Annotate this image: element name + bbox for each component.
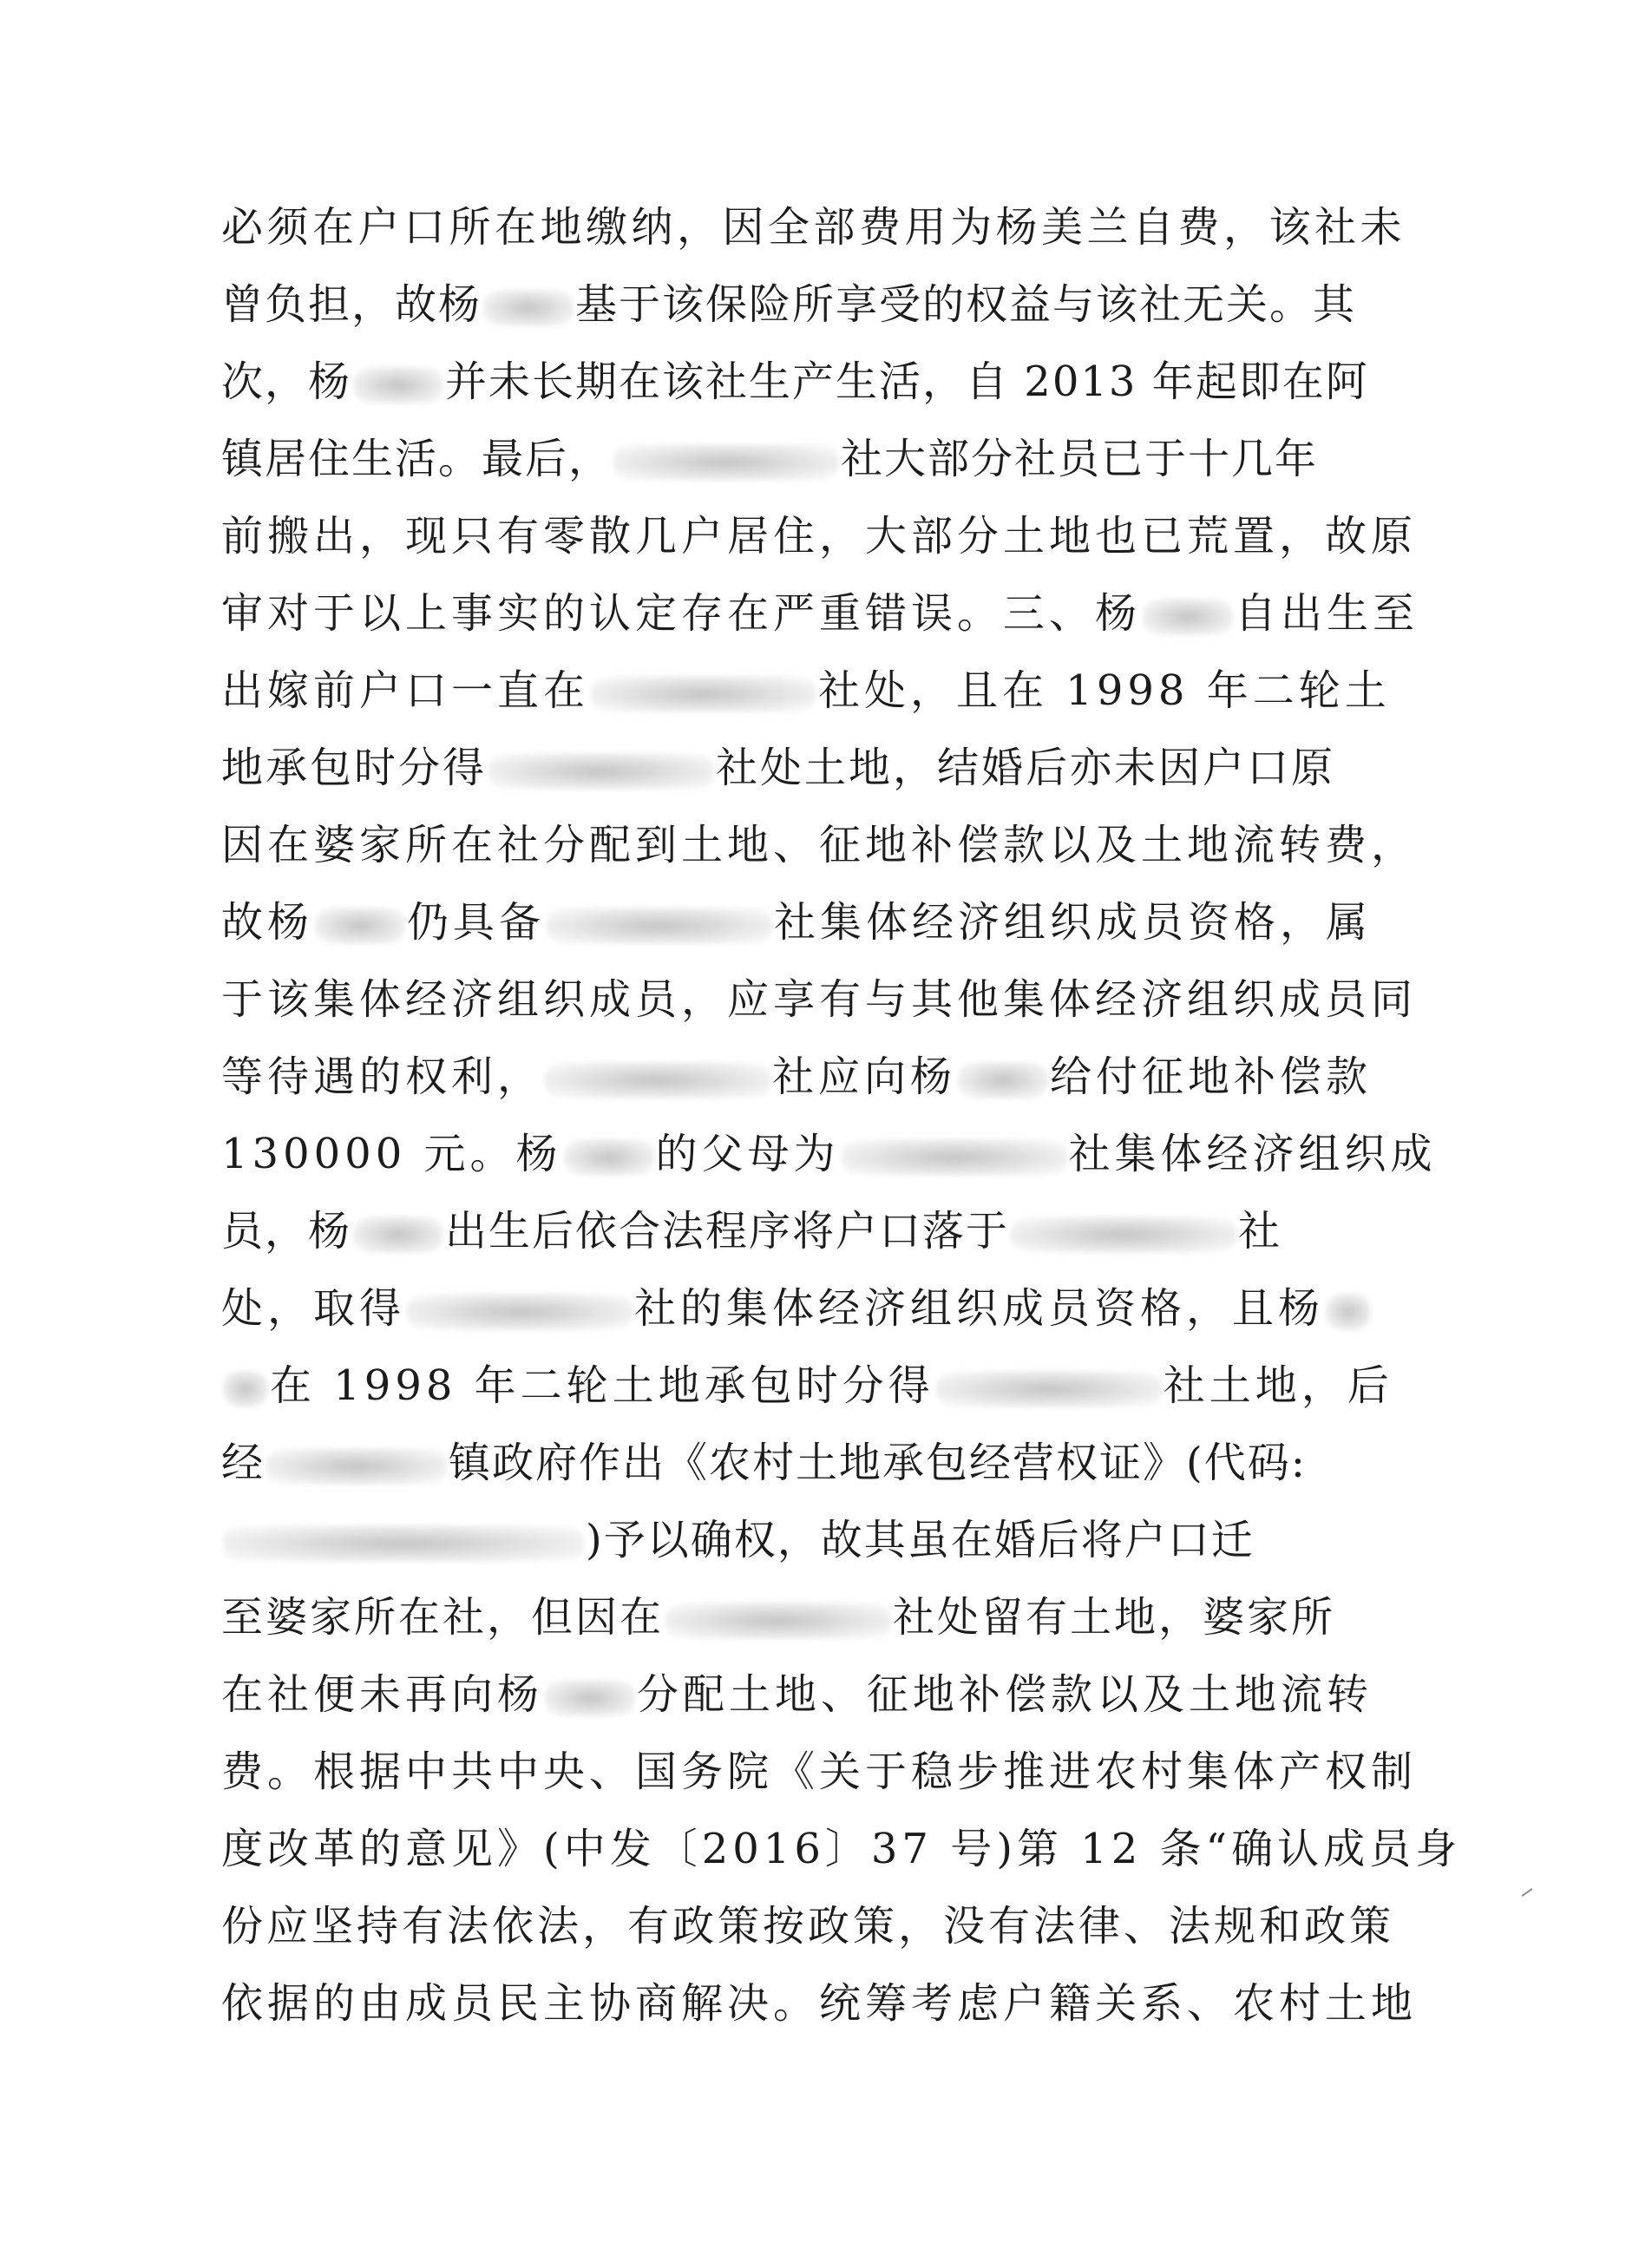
text-line (221, 1116, 1453, 1193)
text-run: 自出生至 (1235, 589, 1419, 638)
text-run: 费。根据中共中央、国务院《关于稳步推进农村集体产权制 (221, 1747, 1418, 1796)
text-line (221, 575, 1453, 652)
text-run: 给付征地补偿款 (1050, 1052, 1373, 1101)
text-line (221, 1579, 1453, 1656)
text-run: 曾负担，故杨 (221, 280, 482, 329)
text-run: 于该集体经济组织成员，应享有与其他集体经济组织成员同 (221, 975, 1418, 1024)
redacted-blur (591, 676, 816, 712)
redacted-blur (488, 753, 714, 790)
redacted-blur (223, 1371, 268, 1407)
text-run: 在社便未再向杨 (221, 1670, 544, 1719)
redacted-blur (1326, 1294, 1371, 1330)
text-run: 社集体经济组织成 (1068, 1130, 1437, 1178)
text-line (221, 1425, 1453, 1502)
text-line (221, 1888, 1453, 1965)
text-line (221, 344, 1453, 421)
text-run: 故杨 (221, 898, 314, 947)
text-run: 社土地，后 (1163, 1361, 1393, 1410)
redacted-blur (936, 1371, 1162, 1407)
redacted-blur (958, 1062, 1048, 1098)
text-run: 前搬出，现只有零散几户居住，大部分土地也已荒置，故原 (221, 512, 1418, 561)
text-run: 等待遇的权利， (221, 1052, 544, 1101)
text-run: 仍具备 (407, 898, 546, 947)
text-run: 依据的由成员民主协商解决。统筹考虑户籍关系、农村土地 (221, 1979, 1418, 2028)
text-line (221, 1965, 1453, 2042)
redacted-blur (545, 1680, 635, 1716)
redacted-blur (266, 1448, 447, 1485)
text-run: 员，杨 (221, 1207, 352, 1256)
text-line (221, 884, 1453, 961)
redacted-blur (1143, 599, 1233, 635)
text-line (221, 652, 1453, 730)
text-line (221, 1270, 1453, 1347)
text-run: )予以确权，故其虽在婚后将户口迁 (586, 1516, 1255, 1564)
text-line (221, 1347, 1453, 1425)
text-run: 的父母为 (655, 1130, 840, 1178)
text-run: 社处土地，结婚后亦未因户口原 (716, 744, 1336, 792)
text-run: 出生后依合法程序将户口落于 (445, 1207, 1010, 1256)
redacted-blur (483, 290, 574, 326)
text-run: 社大部分社员已于十几年 (841, 435, 1319, 483)
text-run: 社应向杨 (772, 1052, 957, 1101)
text-run: 镇居住生活。最后， (221, 435, 613, 483)
text-line (221, 266, 1453, 344)
redacted-blur (665, 1603, 891, 1639)
text-run: 社处留有土地，婆家所 (893, 1593, 1336, 1642)
text-line (221, 1039, 1453, 1116)
text-line (221, 1734, 1453, 1811)
redacted-blur (613, 444, 839, 481)
text-line (221, 498, 1453, 575)
text-run: 必须在户口所在地缴纳，因全部费用为杨美兰自费，该社未 (221, 203, 1406, 252)
redacted-blur (353, 367, 443, 403)
text-line (221, 807, 1453, 884)
text-run: 社集体经济组织成员资格，属 (774, 898, 1373, 947)
redacted-blur (842, 1139, 1067, 1176)
text-line (221, 730, 1453, 807)
text-run: 基于该保险所享受的权益与该社无关。其 (575, 280, 1357, 329)
text-line (221, 421, 1453, 498)
redacted-blur (223, 1525, 584, 1562)
text-line (221, 961, 1453, 1039)
text-run: 经 (221, 1439, 266, 1487)
text-run: 因在婆家所在社分配到土地、征地补偿款以及土地流转费， (221, 821, 1418, 869)
text-run: 并未长期在该社生产生活，自 2013 年起即在阿 (445, 357, 1369, 406)
text-line (221, 1502, 1453, 1579)
document-body (221, 189, 1462, 2042)
text-run: 在 1998 年二轮土地承包时分得 (270, 1361, 934, 1410)
redacted-blur (545, 1062, 770, 1098)
text-line (221, 1811, 1462, 1888)
text-run: 镇政府作出《农村土地承包经营权证》(代码: (449, 1439, 1307, 1487)
text-run: 地承包时分得 (221, 744, 488, 792)
text-run: 至婆家所在社，但因在 (221, 1593, 665, 1642)
stray-pen-mark (1522, 1888, 1533, 1897)
text-run: 处，取得 (221, 1284, 406, 1333)
redacted-blur (547, 908, 772, 944)
text-run: 社处，且在 1998 年二轮土 (818, 666, 1391, 715)
redacted-blur (353, 1216, 443, 1253)
text-line (221, 1193, 1453, 1270)
text-run: 出嫁前户口一直在 (221, 666, 590, 715)
text-line (221, 189, 1453, 266)
redacted-blur (564, 1139, 654, 1176)
text-run: 分配土地、征地补偿款以及土地流转 (637, 1670, 1373, 1719)
text-line (221, 1656, 1453, 1734)
text-run: 社的集体经济组织成员资格，且杨 (634, 1284, 1325, 1333)
text-run: 次，杨 (221, 357, 352, 406)
text-run: 份应坚持有法依法，有政策按政策，没有法律、法规和政策 (221, 1902, 1395, 1951)
text-run: 130000 元。杨 (221, 1130, 562, 1178)
redacted-blur (407, 1294, 633, 1330)
redacted-blur (1011, 1216, 1236, 1253)
text-run: 审对于以上事实的认定存在严重错误。三、杨 (221, 589, 1142, 638)
redacted-blur (315, 908, 405, 944)
text-run: 社 (1238, 1207, 1282, 1256)
text-run: 度改革的意见》(中发〔2016〕37 号)第 12 条“确认成员身 (221, 1825, 1462, 1873)
